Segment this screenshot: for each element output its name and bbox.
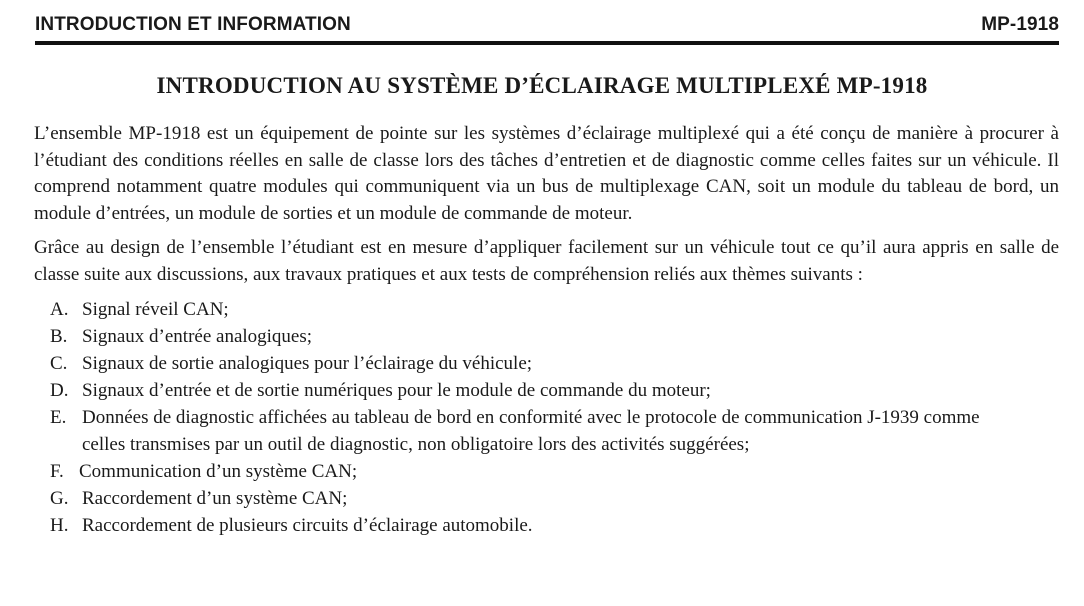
list-item-text: Signaux de sortie analogiques pour l’éclairage du véhicule; xyxy=(82,353,533,374)
list-item-letter: F. xyxy=(50,461,64,482)
list-item-letter: E. xyxy=(50,407,67,428)
header-divider xyxy=(35,41,1059,45)
list-item-letter: A. xyxy=(50,299,69,320)
topics-list xyxy=(34,296,1059,539)
list-item xyxy=(50,512,1059,539)
list-item-text: Raccordement d’un système CAN; xyxy=(82,488,348,509)
list-item-text: Signal réveil CAN; xyxy=(82,299,229,320)
list-item-text: Communication d’un système CAN; xyxy=(79,461,358,482)
list-item-letter: C. xyxy=(50,353,68,374)
document-body xyxy=(34,121,1059,539)
list-item-letter: B. xyxy=(50,326,68,347)
list-item xyxy=(50,404,1059,458)
intro-paragraph: L’ensemble MP-1918 est un équipement de pointe sur les systèmes d’éclairage multiplexé qui a été conçu de manière à procurer à l’étudiant des conditions réelles en salle de classe lors des tâches d’entretien et de diagnostic comme celles faites sur un véhicule. Il comprend notamment quatre modules qui communiquent via un bus de multiplexage CAN, soit un module du tableau de bord, un module d’entrées, un module de sorties et un module de commande de moteur. xyxy=(34,123,1059,224)
list-item xyxy=(50,296,1059,323)
list-item-letter: G. xyxy=(50,488,69,509)
list-item-text: Signaux d’entrée et de sortie numériques pour le module de commande du moteur; xyxy=(82,380,711,401)
list-item xyxy=(50,350,1059,377)
list-item xyxy=(50,458,1059,485)
topics-paragraph: Grâce au design de l’ensemble l’étudiant est en mesure d’appliquer facilement sur un véhicule tout ce qu’il aura appris en salle de classe suite aux discussions, aux travaux pratiques et aux tests de compréhension reliés aux thèmes suivants : xyxy=(34,237,1059,285)
list-item xyxy=(50,485,1059,512)
document-title: INTRODUCTION AU SYSTÈME D’ÉCLAIRAGE MULTIPLEXÉ MP-1918 xyxy=(156,73,928,98)
list-item-text: Signaux d’entrée analogiques; xyxy=(82,326,313,347)
list-item-letter: D. xyxy=(50,380,69,401)
list-item-letter: H. xyxy=(50,515,69,536)
page-header xyxy=(35,14,1059,42)
list-item-text: Données de diagnostic affichées au tableau de bord en conformité avec le protocole de communication J-1939 comme celles transmises par un outil de diagnostic, non obligatoire lors des activités suggérées; xyxy=(82,407,980,455)
section-heading: INTRODUCTION ET INFORMATION xyxy=(35,14,351,35)
list-item xyxy=(50,323,1059,350)
list-item-text: Raccordement de plusieurs circuits d’éclairage automobile. xyxy=(82,515,533,536)
model-number: MP-1918 xyxy=(981,14,1059,35)
list-item xyxy=(50,377,1059,404)
